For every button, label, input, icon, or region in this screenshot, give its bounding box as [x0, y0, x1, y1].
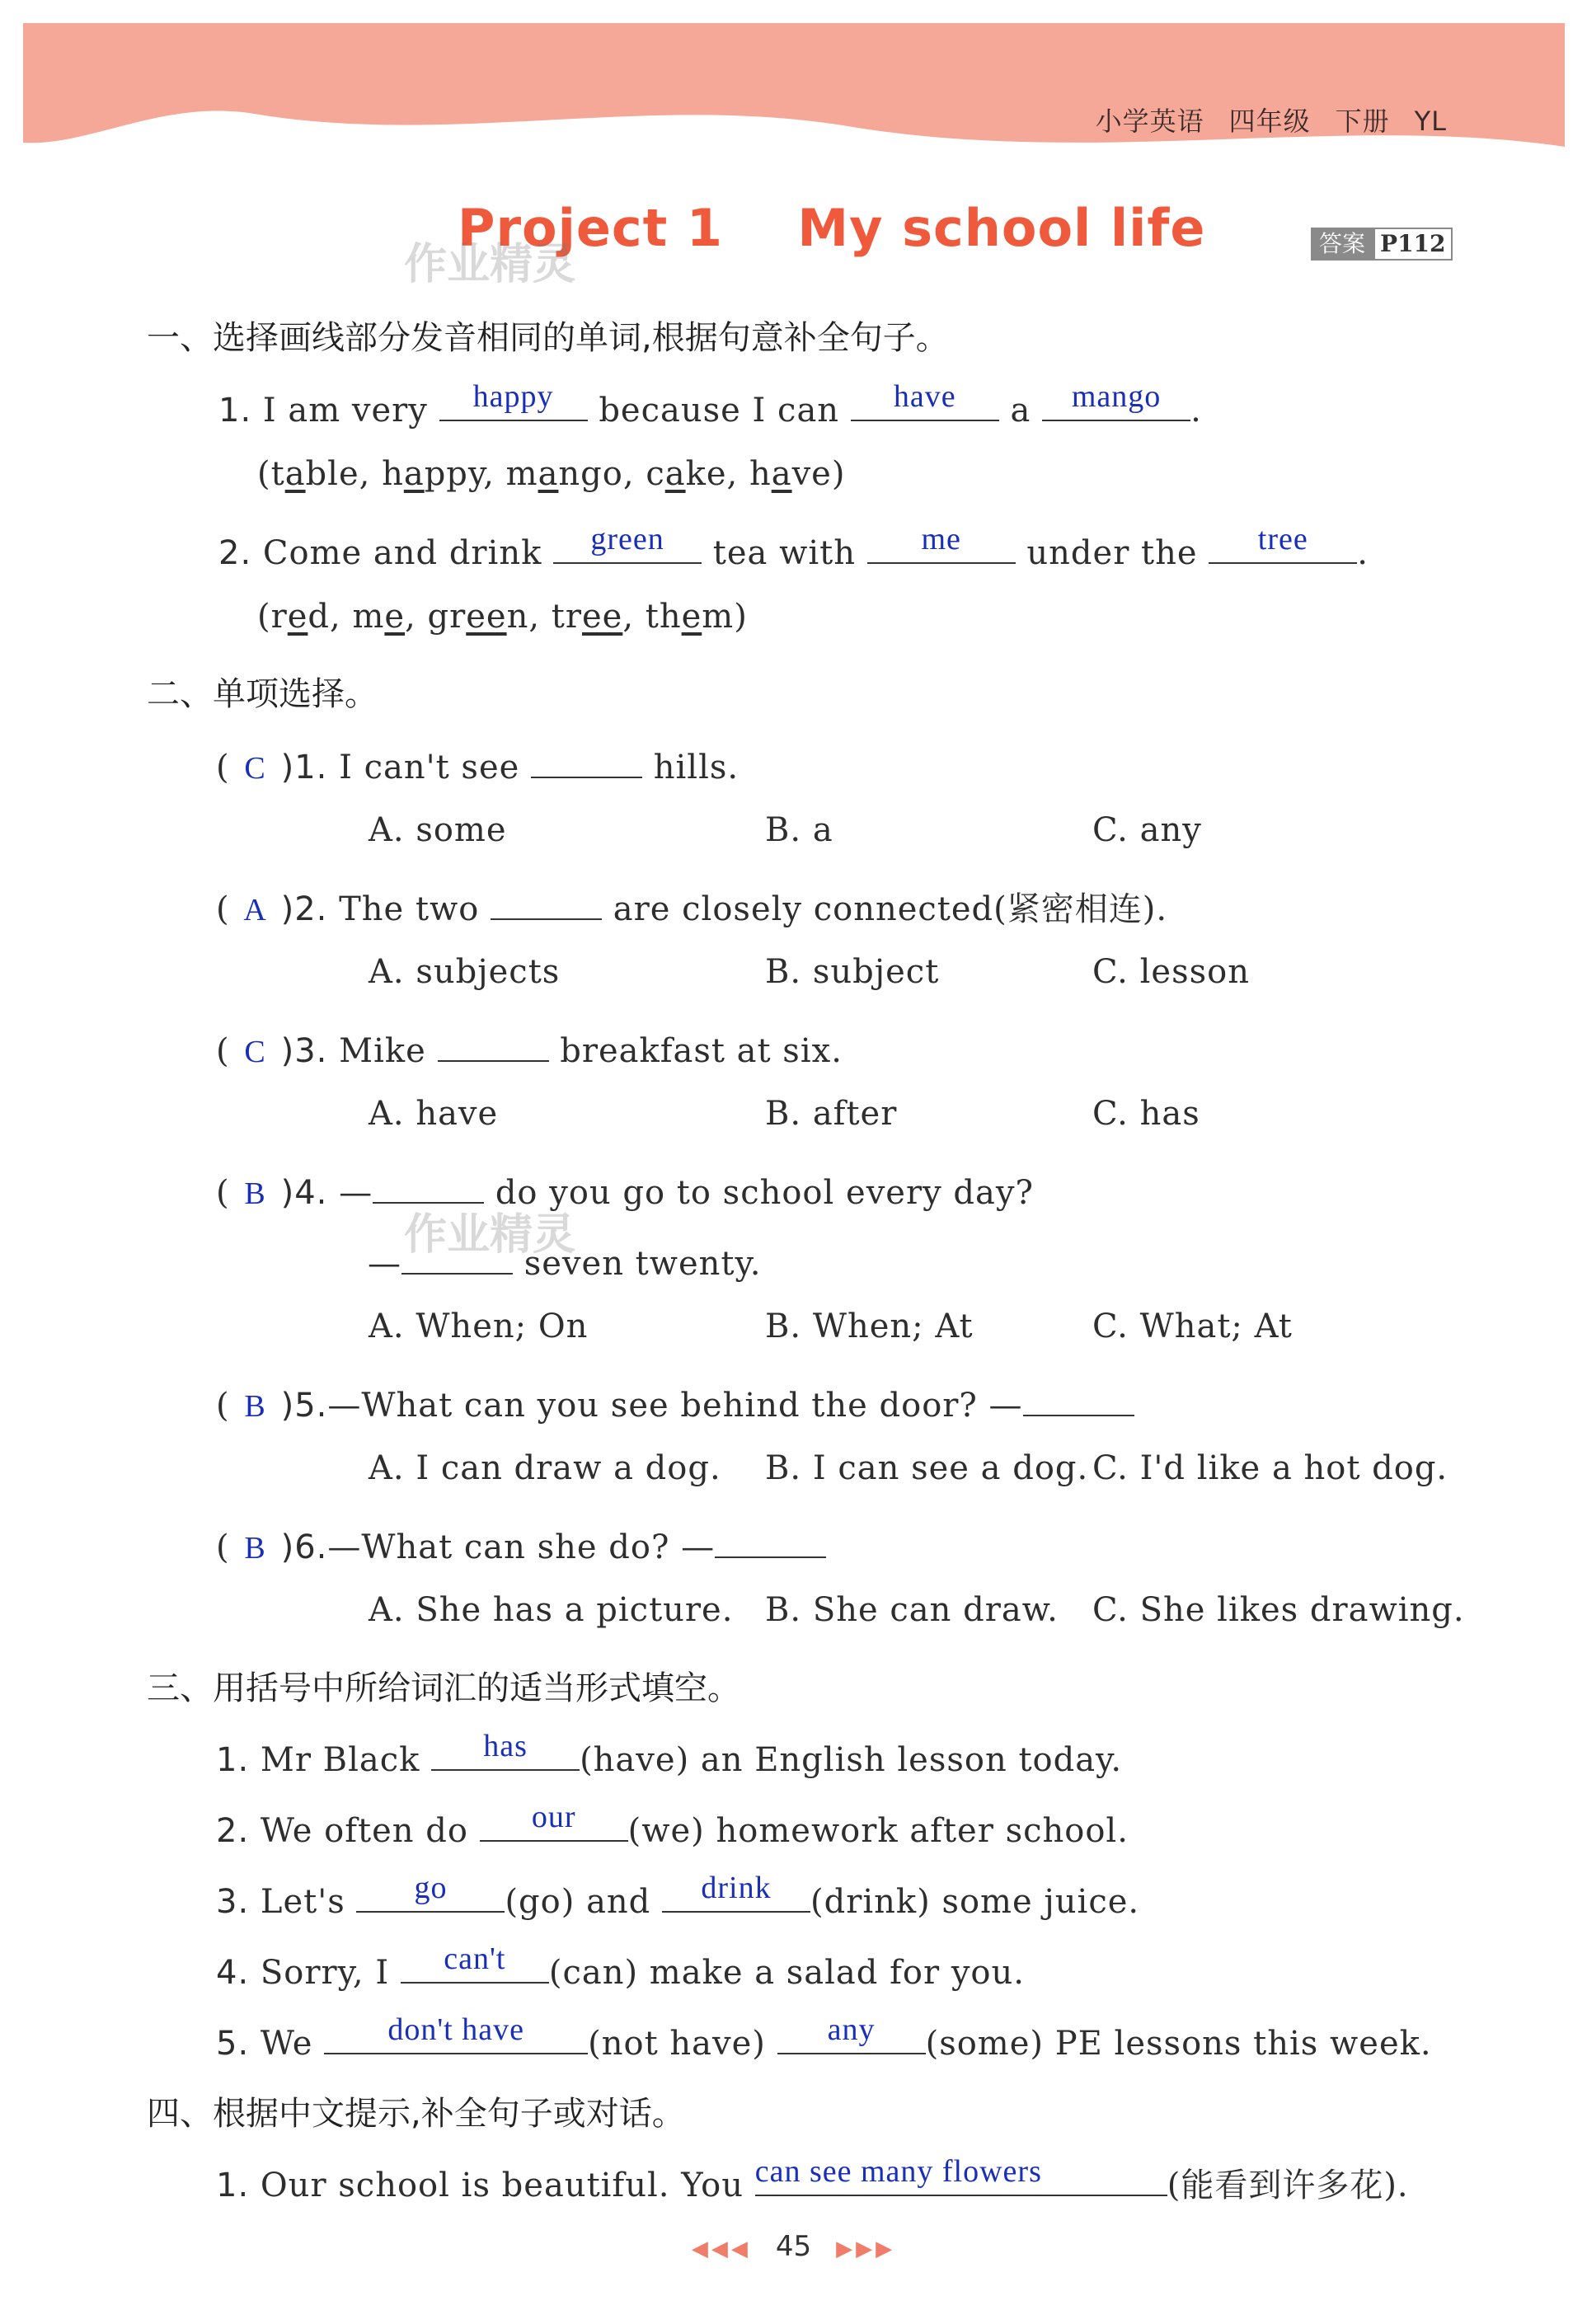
previous-arrows-icon: ◀◀◀: [691, 2237, 751, 2261]
question-number: 3.: [216, 1883, 250, 1921]
answer-blank[interactable]: [480, 1800, 628, 1842]
answer-text: happy: [472, 379, 554, 414]
s1-word-list-1: (table, happy, mango, cake, have): [257, 455, 846, 493]
option-b[interactable]: B. She can draw.: [765, 1591, 1059, 1629]
section1-heading: 一、选择画线部分发音相同的单词,根据句意补全句子。: [147, 319, 949, 357]
header-volume: 下册: [1335, 106, 1390, 137]
word-option: mango: [505, 455, 623, 493]
question-text: We often do: [260, 1812, 468, 1850]
option-c[interactable]: C. any: [1092, 811, 1202, 849]
answer-blank[interactable]: [851, 379, 999, 421]
question-number: 4.: [216, 1954, 250, 1992]
section2-heading: 二、单项选择。: [147, 675, 378, 713]
dash: —: [339, 1174, 373, 1212]
header-edition: YL: [1414, 106, 1447, 137]
s3-question-1: [216, 1729, 1123, 1779]
word-option: table: [270, 455, 359, 493]
option-c[interactable]: C. has: [1092, 1095, 1200, 1133]
option-b[interactable]: B. after: [765, 1095, 898, 1133]
question-text: I can't see: [339, 749, 520, 786]
answer-text: can see many flowers: [754, 2154, 1042, 2189]
s1-question-2: [218, 522, 1369, 572]
page-footer: [0, 2230, 1587, 2263]
s3-question-3: [216, 1871, 1140, 1921]
question-text: (some) PE lessons this week.: [925, 2025, 1432, 2063]
answer-text: don't have: [387, 2012, 524, 2047]
question-number: )5.: [280, 1387, 328, 1425]
s1-question-1: [218, 379, 1202, 430]
answer-blank[interactable]: [553, 522, 702, 564]
header-subject: 小学英语: [1095, 106, 1204, 137]
answer-text: me: [921, 522, 961, 556]
option-a[interactable]: A. I can draw a dog.: [369, 1449, 721, 1487]
question-number: )1.: [280, 749, 328, 786]
question-text: Come and drink: [262, 534, 542, 572]
answer-text: go: [414, 1871, 448, 1905]
word-option: green: [427, 598, 529, 636]
answer-blank[interactable]: [754, 2154, 1167, 2196]
choice-answer[interactable]: C: [244, 1035, 266, 1069]
answer-blank[interactable]: [662, 1871, 810, 1913]
word-option: happy: [382, 455, 484, 493]
question-text: Sorry, I: [260, 1954, 390, 1992]
question-text: —What can you see behind the door? —: [327, 1387, 1023, 1425]
s3-question-2: [216, 1800, 1129, 1850]
option-b[interactable]: B. When; At: [765, 1308, 974, 1345]
choice-answer[interactable]: A: [243, 893, 267, 927]
word-option: cake: [646, 455, 727, 493]
option-a[interactable]: A. She has a picture.: [369, 1591, 734, 1629]
answer-blank[interactable]: [1023, 1378, 1134, 1416]
answer-text: our: [531, 1800, 576, 1834]
section4-heading: 四、根据中文提示,补全句子或对话。: [147, 2095, 685, 2133]
header-wave-shape: [23, 23, 1565, 163]
question-text: hills.: [653, 749, 740, 786]
option-c[interactable]: C. What; At: [1092, 1308, 1293, 1345]
header-band: [23, 23, 1565, 163]
s3-question-5: [216, 2012, 1432, 2063]
question-text: —What can she do? —: [327, 1528, 716, 1566]
option-a[interactable]: A. have: [369, 1095, 499, 1133]
question-text: do you go to school every day?: [495, 1174, 1034, 1212]
answer-blank[interactable]: [715, 1520, 826, 1558]
question-text: breakfast at six.: [560, 1032, 843, 1070]
question-text: because I can: [599, 392, 840, 430]
dash: —: [368, 1245, 401, 1283]
answer-blank[interactable]: [438, 1024, 549, 1062]
question-number: )2.: [280, 890, 328, 928]
next-arrows-icon: ▶▶▶: [836, 2237, 896, 2261]
question-text: (can) make a salad for you.: [548, 1954, 1025, 1992]
answer-text: drink: [701, 1871, 772, 1905]
question-text: I am very: [262, 392, 428, 430]
question-text: (能看到许多花).: [1167, 2167, 1409, 2204]
answer-text: any: [827, 2012, 876, 2047]
option-b[interactable]: B. subject: [765, 953, 940, 991]
question-number: 1.: [218, 392, 252, 430]
answer-text: tree: [1257, 522, 1308, 556]
choice-answer[interactable]: C: [244, 751, 266, 786]
choice-answer[interactable]: B: [244, 1531, 266, 1566]
answer-text: have: [893, 379, 956, 414]
option-a[interactable]: A. some: [369, 811, 507, 849]
question-number: 1.: [216, 1741, 250, 1779]
question-text: under the: [1026, 534, 1198, 572]
page-title: Project 1 My school life: [458, 198, 1206, 258]
answer-tag-page: P112: [1373, 228, 1453, 261]
option-c[interactable]: C. She likes drawing.: [1092, 1591, 1465, 1629]
option-b[interactable]: B. a: [765, 811, 833, 849]
question-number: 2.: [218, 534, 252, 572]
s4-question-1: [216, 2154, 1409, 2206]
option-a[interactable]: A. When; On: [369, 1308, 589, 1345]
question-text: a: [1010, 392, 1031, 430]
question-text: (we) homework after school.: [627, 1812, 1129, 1850]
answer-blank[interactable]: [401, 1941, 549, 1984]
answer-blank[interactable]: [431, 1729, 580, 1771]
answer-blank[interactable]: [867, 522, 1016, 564]
s2-question-2: ( A )2. The two are closely connected(紧密相连).: [216, 882, 1167, 930]
s2-question-1: ( C )1. I can't see hills.: [216, 740, 739, 786]
word-option: have: [749, 455, 832, 493]
watermark-logo-top: 作业精灵: [404, 240, 576, 289]
question-text: Let's: [260, 1883, 345, 1921]
page-number: 45: [775, 2230, 812, 2263]
question-text: are closely connected(紧密相连).: [613, 890, 1168, 928]
question-text: Our school is beautiful. You: [260, 2167, 744, 2204]
question-number: 2.: [216, 1812, 250, 1850]
question-number: )3.: [280, 1032, 328, 1070]
question-text: (go) and: [505, 1883, 651, 1921]
answer-blank[interactable]: [324, 2012, 588, 2054]
answer-reference-tag: [1311, 228, 1453, 261]
answer-blank[interactable]: [1042, 379, 1190, 421]
word-option: them: [645, 598, 735, 636]
answer-blank[interactable]: [777, 2012, 926, 2054]
answer-blank[interactable]: [1209, 522, 1357, 564]
question-text: We: [260, 2025, 313, 2063]
watermark-logo-middle: 作业精灵: [404, 1210, 576, 1260]
question-text: Mike: [339, 1032, 426, 1070]
s1-word-list-2: (red, me, green, tree, them): [257, 598, 748, 636]
answer-text: green: [590, 522, 664, 556]
question-number: 1.: [216, 2167, 250, 2204]
question-text: tea with: [712, 534, 856, 572]
word-option: red: [270, 598, 331, 636]
option-c[interactable]: C. lesson: [1092, 953, 1250, 991]
question-text: .: [1357, 534, 1369, 572]
answer-blank[interactable]: [531, 740, 642, 778]
answer-text: mango: [1071, 379, 1162, 414]
s2-question-3: ( C )3. Mike breakfast at six.: [216, 1024, 843, 1070]
answer-tag-label: 答案: [1311, 228, 1373, 261]
option-b[interactable]: B. I can see a dog.: [765, 1449, 1089, 1487]
question-text: (not have): [588, 2025, 766, 2063]
word-option: me: [352, 598, 406, 636]
question-number: 5.: [216, 2025, 250, 2063]
option-c[interactable]: C. I'd like a hot dog.: [1092, 1449, 1448, 1487]
answer-text: can't: [444, 1941, 506, 1976]
question-text: seven twenty.: [524, 1245, 762, 1283]
question-number: )6.: [280, 1528, 328, 1566]
answer-blank[interactable]: [373, 1166, 484, 1204]
question-number: )4.: [280, 1174, 328, 1212]
header-grade: 四年级: [1228, 106, 1311, 137]
question-text: The two: [339, 890, 480, 928]
s2-question-4: ( B )4. — do you go to school every day?: [216, 1166, 1034, 1212]
question-text: (have) an English lesson today.: [580, 1741, 1123, 1779]
question-text: (drink) some juice.: [810, 1883, 1140, 1921]
s3-question-4: [216, 1941, 1025, 1992]
header-label: [1071, 101, 1447, 139]
s2-question-5: ( B )5.—What can you see behind the door? —: [216, 1378, 1134, 1425]
s2-question-6: ( B )6.—What can she do? —: [216, 1520, 826, 1566]
choice-answer[interactable]: B: [244, 1176, 266, 1211]
question-text: Mr Black: [260, 1741, 420, 1779]
question-text: .: [1190, 392, 1202, 430]
answer-text: has: [483, 1729, 528, 1763]
choice-answer[interactable]: B: [244, 1389, 266, 1424]
answer-blank[interactable]: [356, 1871, 505, 1913]
option-a[interactable]: A. subjects: [369, 953, 561, 991]
section3-heading: 三、用括号中所给词汇的适当形式填空。: [147, 1669, 740, 1707]
word-option: tree: [551, 598, 623, 636]
answer-blank[interactable]: [439, 379, 588, 421]
answer-blank[interactable]: [491, 882, 602, 920]
